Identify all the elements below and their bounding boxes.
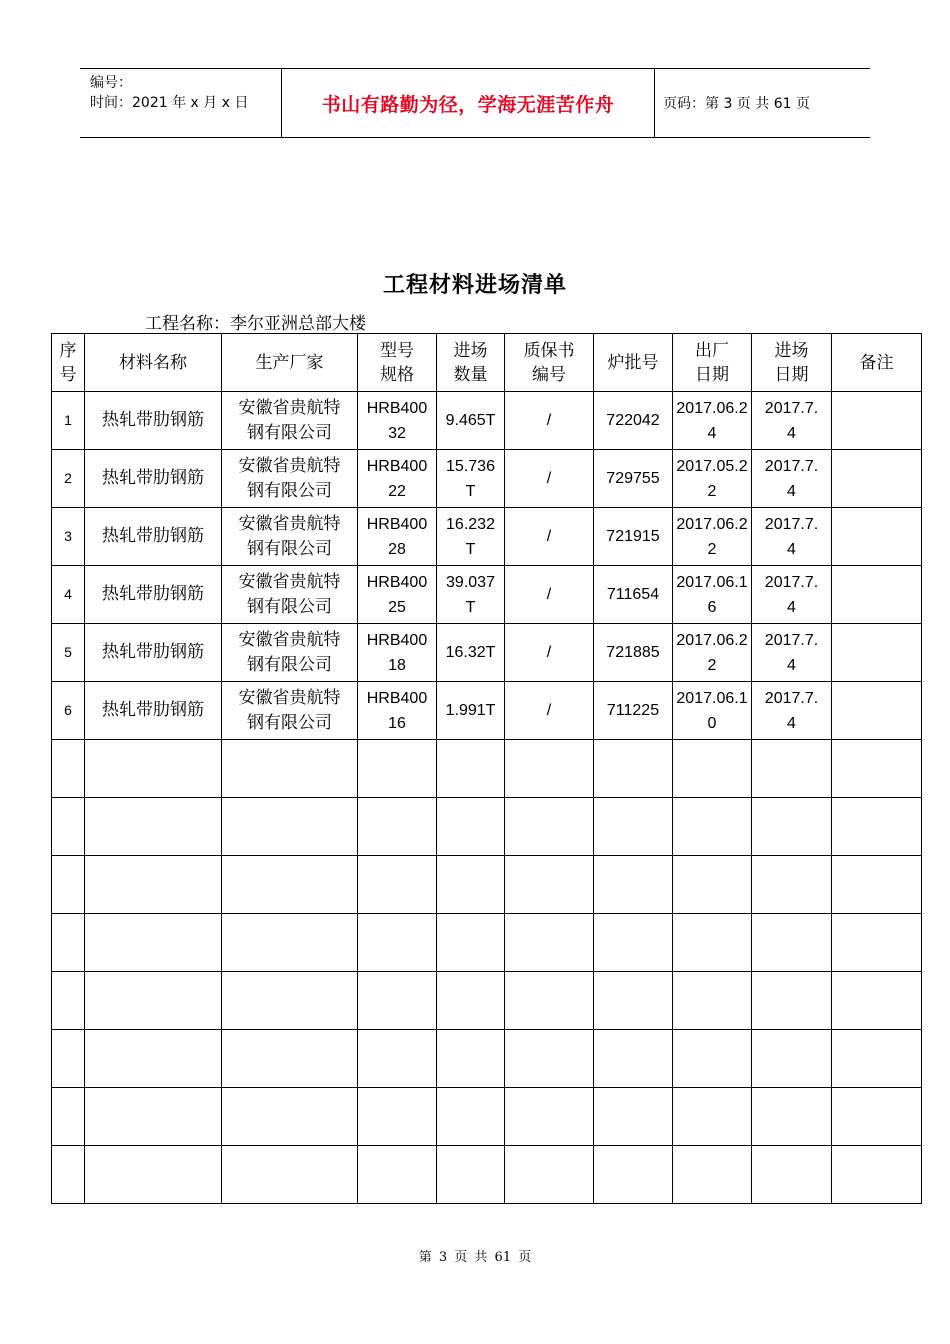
empty-cell	[594, 1088, 673, 1146]
page-footer: 第 3 页 共 61 页	[418, 1250, 532, 1265]
column-header-material: 材料名称	[85, 334, 222, 392]
cell-material	[85, 508, 222, 566]
empty-cell	[358, 1146, 437, 1204]
empty-table-row	[52, 1146, 922, 1204]
cell-cert-text: /	[546, 412, 552, 429]
cell-quantity	[437, 392, 505, 450]
empty-cell	[752, 1088, 832, 1146]
header-meta	[90, 73, 248, 113]
empty-cell	[752, 798, 832, 856]
cell-remarks	[832, 450, 922, 508]
cell-seq-text: 5	[64, 644, 72, 660]
cell-manufacturer-text: 安徽省贵航特钢有限公司	[238, 397, 341, 443]
cell-factory-date-text: 2017.06.22	[676, 515, 748, 558]
cell-quantity-text: 16.232T	[446, 515, 495, 558]
column-header-entry-date	[752, 334, 832, 392]
empty-table-row	[52, 740, 922, 798]
empty-cell	[52, 972, 85, 1030]
cell-remarks	[832, 392, 922, 450]
empty-cell	[85, 1030, 222, 1088]
cell-batch	[594, 392, 673, 450]
cell-cert	[505, 624, 594, 682]
empty-cell	[52, 856, 85, 914]
cell-entry-date-text: 2017.7.4	[764, 689, 819, 732]
cell-spec	[358, 624, 437, 682]
empty-cell	[832, 914, 922, 972]
empty-cell	[358, 856, 437, 914]
column-header-quantity-label: 进场数量	[453, 340, 488, 385]
cell-batch	[594, 450, 673, 508]
column-header-manufacturer: 生产厂家	[222, 334, 358, 392]
cell-seq	[52, 450, 85, 508]
empty-cell	[505, 1146, 594, 1204]
cell-seq-text: 4	[64, 586, 72, 602]
cell-entry-date-text: 2017.7.4	[764, 515, 819, 558]
cell-cert-text: /	[546, 470, 552, 487]
cell-seq	[52, 508, 85, 566]
cell-manufacturer	[222, 566, 358, 624]
empty-cell	[752, 1146, 832, 1204]
empty-cell	[752, 1030, 832, 1088]
column-header-seq	[52, 334, 85, 392]
empty-cell	[52, 798, 85, 856]
empty-cell	[85, 740, 222, 798]
table-row	[52, 624, 922, 682]
page-header	[80, 68, 870, 138]
cell-batch	[594, 682, 673, 740]
empty-cell	[832, 1088, 922, 1146]
cell-factory-date	[673, 624, 752, 682]
cell-batch-text: 729755	[606, 470, 660, 487]
cell-material-text: 热轧带肋钢筋	[102, 642, 204, 662]
cell-spec	[358, 450, 437, 508]
empty-cell	[358, 1088, 437, 1146]
empty-cell	[358, 798, 437, 856]
cell-spec	[358, 392, 437, 450]
cell-cert	[505, 508, 594, 566]
empty-cell	[673, 972, 752, 1030]
empty-cell	[437, 1146, 505, 1204]
cell-cert	[505, 450, 594, 508]
cell-quantity	[437, 566, 505, 624]
cell-remarks	[832, 508, 922, 566]
cell-entry-date	[752, 508, 832, 566]
column-header-cert	[505, 334, 594, 392]
empty-table-row	[52, 798, 922, 856]
empty-cell	[673, 798, 752, 856]
empty-cell	[505, 856, 594, 914]
cell-batch-text: 721915	[606, 528, 660, 545]
empty-table-row	[52, 1030, 922, 1088]
cell-cert-text: /	[546, 644, 552, 661]
cell-factory-date-text: 2017.06.22	[676, 631, 748, 674]
cell-material	[85, 566, 222, 624]
empty-cell	[594, 1030, 673, 1088]
column-header-factory-date-label: 出厂日期	[695, 340, 729, 385]
cell-material	[85, 624, 222, 682]
empty-cell	[832, 798, 922, 856]
cell-cert	[505, 566, 594, 624]
empty-cell	[222, 914, 358, 972]
empty-table-row	[52, 914, 922, 972]
empty-cell	[505, 798, 594, 856]
cell-manufacturer	[222, 624, 358, 682]
cell-entry-date	[752, 450, 832, 508]
empty-table-row	[52, 856, 922, 914]
cell-manufacturer-text: 安徽省贵航特钢有限公司	[238, 629, 341, 675]
table-row	[52, 682, 922, 740]
empty-cell	[222, 798, 358, 856]
empty-cell	[505, 1088, 594, 1146]
cell-factory-date-text: 2017.06.10	[676, 689, 748, 732]
cell-entry-date-text: 2017.7.4	[764, 573, 819, 616]
cell-batch	[594, 624, 673, 682]
cell-spec	[358, 682, 437, 740]
empty-cell	[437, 1088, 505, 1146]
cell-seq-text: 2	[64, 470, 72, 486]
cell-material-text: 热轧带肋钢筋	[102, 584, 204, 604]
cell-seq-text: 3	[64, 528, 72, 544]
empty-cell	[594, 914, 673, 972]
cell-material-text: 热轧带肋钢筋	[102, 468, 204, 488]
cell-quantity-text: 39.037T	[446, 573, 495, 616]
empty-cell	[594, 972, 673, 1030]
cell-material	[85, 682, 222, 740]
empty-cell	[752, 914, 832, 972]
empty-cell	[594, 798, 673, 856]
empty-cell	[85, 1146, 222, 1204]
cell-seq-text: 1	[64, 412, 72, 428]
cell-cert-text: /	[546, 528, 552, 545]
cell-factory-date	[673, 508, 752, 566]
cell-batch-text: 722042	[606, 412, 660, 429]
cell-spec-text: HRB40018	[366, 631, 428, 674]
cell-quantity	[437, 624, 505, 682]
cell-seq	[52, 392, 85, 450]
cell-manufacturer-text: 安徽省贵航特钢有限公司	[238, 455, 341, 501]
empty-cell	[594, 740, 673, 798]
empty-cell	[437, 972, 505, 1030]
material-entry-table	[51, 333, 922, 1204]
empty-cell	[437, 856, 505, 914]
document-number-label: 编号：	[90, 75, 132, 91]
column-header-factory-date	[673, 334, 752, 392]
empty-cell	[222, 1146, 358, 1204]
cell-material-text: 热轧带肋钢筋	[102, 526, 204, 546]
empty-cell	[358, 972, 437, 1030]
empty-table-row	[52, 972, 922, 1030]
cell-entry-date	[752, 682, 832, 740]
empty-cell	[832, 1030, 922, 1088]
empty-cell	[594, 856, 673, 914]
header-page-code: 页码：第 3 页 共 61 页	[663, 96, 810, 112]
empty-cell	[358, 914, 437, 972]
cell-quantity	[437, 682, 505, 740]
empty-cell	[52, 740, 85, 798]
empty-cell	[52, 914, 85, 972]
empty-cell	[505, 740, 594, 798]
cell-quantity	[437, 508, 505, 566]
cell-manufacturer	[222, 682, 358, 740]
column-header-seq-label: 序号	[59, 340, 77, 385]
column-header-spec-label: 型号规格	[380, 340, 414, 385]
cell-entry-date	[752, 392, 832, 450]
empty-cell	[437, 1030, 505, 1088]
empty-cell	[752, 972, 832, 1030]
cell-cert-text: /	[546, 586, 552, 603]
cell-manufacturer-text: 安徽省贵航特钢有限公司	[238, 687, 341, 733]
empty-cell	[832, 972, 922, 1030]
cell-cert-text: /	[546, 702, 552, 719]
column-header-entry-date-label: 进场日期	[774, 340, 809, 385]
empty-cell	[85, 798, 222, 856]
empty-cell	[85, 914, 222, 972]
empty-table-row	[52, 1088, 922, 1146]
cell-factory-date-text: 2017.06.24	[676, 399, 748, 442]
empty-cell	[358, 740, 437, 798]
cell-manufacturer-text: 安徽省贵航特钢有限公司	[238, 513, 341, 559]
cell-seq	[52, 624, 85, 682]
empty-cell	[752, 856, 832, 914]
cell-entry-date	[752, 566, 832, 624]
empty-cell	[673, 856, 752, 914]
cell-remarks	[832, 682, 922, 740]
empty-cell	[85, 1088, 222, 1146]
table-row	[52, 392, 922, 450]
cell-cert	[505, 392, 594, 450]
cell-factory-date	[673, 450, 752, 508]
cell-factory-date	[673, 392, 752, 450]
empty-cell	[505, 972, 594, 1030]
cell-spec-text: HRB40028	[366, 515, 428, 558]
empty-cell	[437, 740, 505, 798]
cell-spec-text: HRB40032	[366, 399, 428, 442]
cell-seq	[52, 682, 85, 740]
cell-material-text: 热轧带肋钢筋	[102, 700, 204, 720]
empty-cell	[222, 972, 358, 1030]
cell-entry-date	[752, 624, 832, 682]
cell-spec-text: HRB40022	[366, 457, 428, 500]
empty-cell	[222, 1088, 358, 1146]
empty-cell	[752, 740, 832, 798]
cell-factory-date	[673, 566, 752, 624]
empty-cell	[832, 1146, 922, 1204]
empty-cell	[358, 1030, 437, 1088]
empty-cell	[52, 1030, 85, 1088]
cell-material	[85, 392, 222, 450]
cell-batch	[594, 566, 673, 624]
empty-cell	[505, 914, 594, 972]
cell-spec-text: HRB40016	[366, 689, 428, 732]
table-row	[52, 450, 922, 508]
empty-cell	[594, 1146, 673, 1204]
cell-manufacturer-text: 安徽省贵航特钢有限公司	[238, 571, 341, 617]
cell-quantity-text: 1.991T	[445, 702, 496, 719]
cell-batch-text: 711225	[606, 702, 660, 719]
header-row	[52, 334, 922, 392]
cell-manufacturer	[222, 450, 358, 508]
cell-factory-date-text: 2017.05.22	[676, 457, 748, 500]
empty-cell	[52, 1088, 85, 1146]
cell-material-text: 热轧带肋钢筋	[102, 410, 204, 430]
document-time-label: 时间：2021 年 x 月 x 日	[90, 95, 249, 111]
cell-entry-date-text: 2017.7.4	[764, 457, 819, 500]
cell-manufacturer	[222, 392, 358, 450]
empty-cell	[437, 798, 505, 856]
cell-spec	[358, 508, 437, 566]
table-header	[52, 334, 922, 392]
empty-cell	[222, 1030, 358, 1088]
empty-cell	[832, 740, 922, 798]
cell-quantity-text: 15.736T	[446, 457, 495, 500]
column-header-quantity	[437, 334, 505, 392]
empty-cell	[85, 972, 222, 1030]
cell-entry-date-text: 2017.7.4	[764, 631, 819, 674]
cell-spec-text: HRB40025	[366, 573, 428, 616]
cell-spec	[358, 566, 437, 624]
empty-cell	[85, 856, 222, 914]
cell-remarks	[832, 566, 922, 624]
cell-manufacturer	[222, 508, 358, 566]
empty-cell	[673, 740, 752, 798]
column-header-spec	[358, 334, 437, 392]
empty-cell	[222, 740, 358, 798]
cell-quantity	[437, 450, 505, 508]
empty-cell	[673, 914, 752, 972]
document-title: 工程材料进场清单	[382, 273, 567, 298]
empty-cell	[52, 1146, 85, 1204]
empty-cell	[673, 1146, 752, 1204]
header-motto: 书山有路勤为径，学海无涯苦作舟	[281, 69, 655, 137]
cell-batch-text: 721885	[606, 644, 660, 661]
cell-quantity-text: 16.32T	[445, 644, 496, 661]
cell-material	[85, 450, 222, 508]
table-body	[52, 392, 922, 1204]
table-row	[52, 566, 922, 624]
cell-remarks	[832, 624, 922, 682]
column-header-remarks: 备注	[832, 334, 922, 392]
empty-cell	[437, 914, 505, 972]
cell-cert	[505, 682, 594, 740]
table-row	[52, 508, 922, 566]
empty-cell	[673, 1030, 752, 1088]
empty-cell	[222, 856, 358, 914]
cell-seq-text: 6	[64, 702, 72, 718]
column-header-cert-label: 质保书编号	[523, 340, 575, 385]
empty-cell	[673, 1088, 752, 1146]
column-header-batch: 炉批号	[594, 334, 673, 392]
cell-factory-date	[673, 682, 752, 740]
empty-cell	[505, 1030, 594, 1088]
cell-batch	[594, 508, 673, 566]
cell-quantity-text: 9.465T	[445, 412, 496, 429]
cell-seq	[52, 566, 85, 624]
empty-cell	[832, 856, 922, 914]
cell-batch-text: 711654	[606, 586, 660, 603]
cell-factory-date-text: 2017.06.16	[676, 573, 748, 616]
cell-entry-date-text: 2017.7.4	[764, 399, 819, 442]
project-name: 工程名称：李尔亚洲总部大楼	[145, 314, 366, 334]
